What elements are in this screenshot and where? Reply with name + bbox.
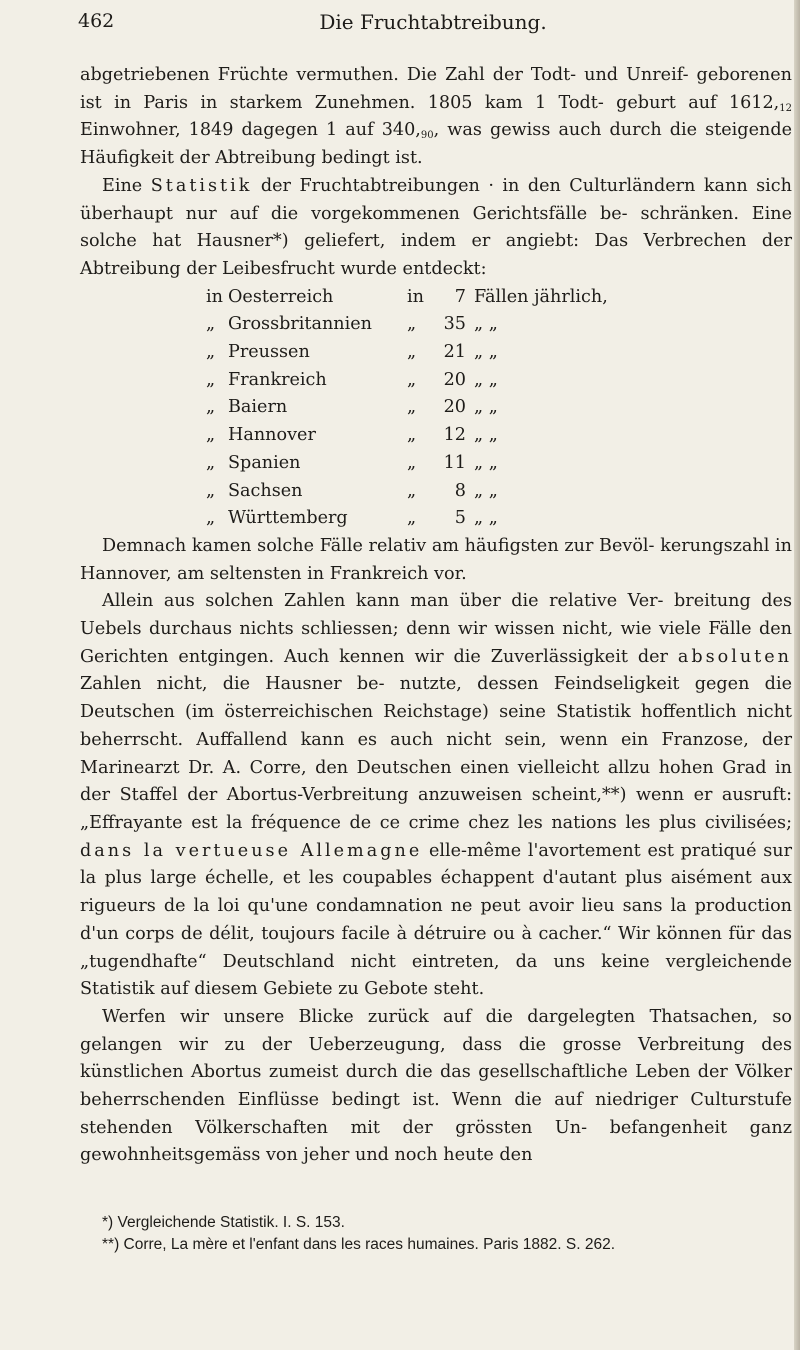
row-prefix: „ (206, 397, 216, 418)
row-in: „ (407, 314, 417, 335)
row-rest: „ „ (474, 369, 498, 390)
spaced-word-absoluten: absoluten (677, 646, 792, 667)
row-rest: „ „ (474, 452, 498, 473)
body-text (80, 62, 792, 1170)
row-prefix: „ (206, 369, 216, 390)
row-country: Württemberg (228, 508, 348, 529)
paragraph-4-part-1: Allein aus solchen Zahlen kann man über die relative Ver- breitung des Uebels durchaus nichts schliessen; denn wir wissen nicht, wie viele Fälle den Gerichten entgingen. Auch kennen wir die Zuverlässigkeit der (80, 591, 792, 667)
spaced-phrase-allemagne: dans la vertueuse Allemagne (80, 840, 423, 861)
row-prefix: „ (206, 342, 216, 363)
statistics-row (206, 478, 608, 506)
paragraph-5: Werfen wir unsere Blicke zurück auf die dargelegten Thatsachen, so gelangen wir zu der Ueberzeugung, dass die grosse Verbreitung des künstlichen Abortus zumeist durch die das gesellschaftliche Leben der Völker beherrschenden Einflüsse bedingt ist. Wenn die auf niedriger Culturstufe stehenden Völkerschaften mit der grössten Un- befangenheit ganz gewohnheitsgemäss von jeher und noch heute den (80, 1006, 792, 1166)
statistics-row (206, 339, 608, 367)
row-count: 20 (443, 397, 466, 418)
row-count: 12 (443, 425, 466, 446)
row-country: Hannover (228, 425, 316, 446)
row-in: „ (407, 342, 417, 363)
page-number: 462 (78, 10, 115, 32)
statistics-row (206, 422, 608, 450)
row-rest: „ „ (474, 508, 498, 529)
row-rest: „ „ (474, 397, 498, 418)
statistics-row (206, 367, 608, 395)
row-country: Grossbritannien (228, 314, 373, 335)
paragraph-3: Demnach kamen solche Fälle relativ am häufigsten zur Bevöl- kerungszahl in Hannover, am seltensten in Frankreich vor. (80, 535, 792, 584)
paragraph-4 (80, 588, 792, 1004)
row-rest: „ „ (474, 425, 498, 446)
row-rest: „ „ (474, 342, 498, 363)
row-in: „ (407, 397, 417, 418)
paragraph-1-part-3: , was gewiss auch durch die steigende Häufigkeit der Abtreibung bedingt ist. (80, 120, 792, 169)
paragraph-1-part-2: Einwohner, 1849 dagegen 1 auf 340, (80, 120, 421, 141)
spaced-word-statistik: Statistik (150, 175, 253, 196)
row-prefix: „ (206, 508, 216, 529)
row-count: 11 (443, 452, 466, 473)
row-prefix: in (206, 286, 223, 307)
footnote-2: **) Corre, La mère et l'enfant dans les races humaines. Paris 1882. S. 262. (102, 1236, 616, 1253)
subscript-2: 90 (420, 130, 434, 142)
row-country: Frankreich (228, 369, 327, 390)
paragraph-2 (80, 173, 792, 284)
row-country: Baiern (228, 397, 288, 418)
paragraph-1 (80, 62, 792, 173)
row-count: 20 (443, 369, 466, 390)
statistics-row (206, 394, 608, 422)
row-in: „ (407, 480, 417, 501)
subscript-1: 12 (779, 102, 792, 114)
row-rest: Fällen jährlich, (474, 286, 608, 307)
row-country: Sachsen (228, 480, 303, 501)
row-country: Oesterreich (228, 286, 334, 307)
paragraph-4-part-3: elle-même l'avortement est pratiqué sur la plus large échelle, et les coupables échappent d'autant plus aisément aux rigueurs de la loi qu'une condamnation ne peut avoir lieu sans la production d'un corps de délit, toujours facile à détruire ou à cacher.“ Wir können für das „tugendhafte“ Deutschland nicht eintreten, da uns keine vergleichende Statistik auf diesem Gebiete zu Gebote steht. (80, 840, 793, 1000)
row-count: 35 (443, 314, 466, 335)
row-count: 7 (454, 286, 466, 307)
row-count: 8 (454, 480, 466, 501)
running-title: Die Fruchtabtreibung. (319, 10, 547, 34)
row-country: Spanien (228, 452, 301, 473)
footnotes (80, 1212, 792, 1256)
page-header (78, 10, 788, 40)
paragraph-2-part-2: der Fruchtabtreibungen · in den Culturländern kann sich überhaupt nur auf die vorgekommenen Gerichtsfälle be- schränken. Eine solche hat Hausner*) geliefert, indem er angiebt: Das Verbrechen der Abtreibung der Leibesfrucht wurde entdeckt: (80, 175, 792, 279)
statistics-row (206, 450, 608, 478)
row-prefix: „ (206, 480, 216, 501)
page-edge-shadow (794, 0, 800, 1350)
row-count: 5 (454, 508, 466, 529)
statistics-row (206, 505, 608, 533)
paragraph-1-part-1: abgetriebenen Früchte vermuthen. Die Zahl der Todt- und Unreif- geborenen ist in Paris in starkem Zunehmen. 1805 kam 1 Todt- geburt auf 1612, (80, 65, 792, 113)
paragraph-2-part-1: Eine (102, 175, 151, 196)
row-in: „ (407, 508, 417, 529)
statistics-row (206, 311, 608, 339)
row-in: „ (407, 452, 417, 473)
statistics-table (206, 284, 608, 533)
row-in: in (407, 286, 424, 307)
row-in: „ (407, 425, 417, 446)
row-rest: „ „ (474, 314, 498, 335)
row-count: 21 (443, 342, 466, 363)
footnote-1: *) Vergleichende Statistik. I. S. 153. (102, 1214, 345, 1231)
row-rest: „ „ (474, 480, 498, 501)
statistics-table-body (206, 284, 608, 533)
statistics-row (206, 284, 608, 312)
row-in: „ (407, 369, 417, 390)
row-prefix: „ (206, 452, 216, 473)
row-prefix: „ (206, 425, 216, 446)
paragraph-4-part-2: Zahlen nicht, die Hausner be- nutzte, dessen Feindseligkeit gegen die Deutschen (im österreichischen Reichstage) seine Statistik hoffentlich nicht beherrscht. Auffallend kann es auch nicht sein, wenn ein Franzose, der Marinearzt Dr. A. Corre, den Deutschen einen vielleicht allzu hohen Grad in der Staffel der Abortus-Verbreitung anzuweisen scheint,**) wenn er ausruft: „Effrayante est la fréquence de ce crime chez les nations les plus civilisées; (80, 674, 792, 833)
row-country: Preussen (228, 342, 310, 363)
row-prefix: „ (206, 314, 216, 335)
